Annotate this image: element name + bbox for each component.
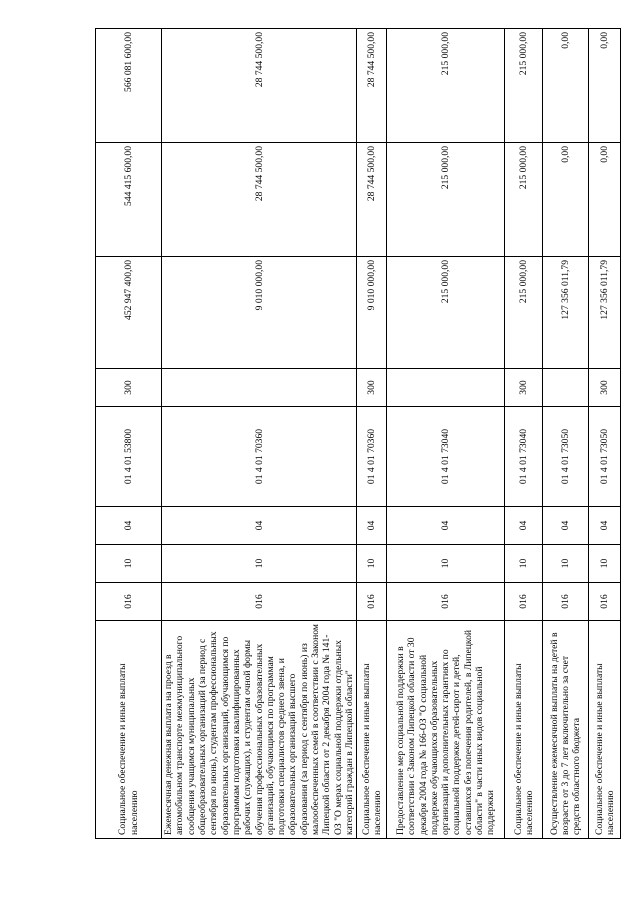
target-article-code: 01 4 01 70360: [357, 407, 387, 507]
amount-year-1: 127 356 011,79: [543, 257, 589, 369]
ministry-code: 016: [162, 583, 357, 621]
section-code: 10: [387, 545, 505, 583]
section-code: 10: [505, 545, 543, 583]
ministry-code: 016: [505, 583, 543, 621]
expense-type-code: [162, 369, 357, 407]
table-row: [162, 29, 357, 839]
target-article-code: 01 4 01 73050: [589, 407, 621, 507]
amount-year-1: 9 010 000,00: [162, 257, 357, 369]
target-article-code: 01 4 01 73040: [387, 407, 505, 507]
ministry-code: 016: [387, 583, 505, 621]
table-row: [589, 29, 621, 839]
table-row: [505, 29, 543, 839]
subsection-code: 04: [505, 507, 543, 545]
amount-year-2: 28 744 500,00: [357, 143, 387, 257]
target-article-code: 01 4 01 73050: [543, 407, 589, 507]
target-article-code: 01 4 01 73040: [505, 407, 543, 507]
subsection-code: 04: [543, 507, 589, 545]
amount-year-2: 544 415 600,00: [96, 143, 162, 257]
amount-year-3: 28 744 500,00: [357, 29, 387, 143]
table-row: [387, 29, 505, 839]
ministry-code: 016: [543, 583, 589, 621]
amount-year-3: 215 000,00: [505, 29, 543, 143]
expense-type-code: [543, 369, 589, 407]
section-code: 10: [96, 545, 162, 583]
expense-type-code: 300: [589, 369, 621, 407]
document-page: [95, 29, 616, 839]
amount-year-1: 127 356 011,79: [589, 257, 621, 369]
section-code: 10: [162, 545, 357, 583]
section-code: 10: [589, 545, 621, 583]
table-row: [96, 29, 162, 839]
expense-type-code: [387, 369, 505, 407]
row-name: Предоставление мер социальной поддержки в соответствии с Законом Липецкой области от 30 декабря 2004 года № 166-ОЗ "О социальной поддержке обучающихся образовательных организаций и дополнительных гарантиях по социальной поддержке детей-сирот и детей, оставшихся без попечения родителей, в Липецкой области" в части иных видов социальной поддержки: [387, 621, 505, 839]
subsection-code: 04: [357, 507, 387, 545]
row-name: Ежемесячная денежная выплата на проезд в автомобильном транспорте межмуниципального сообщения учащимся муниципальных общеобразовательных организаций (за период с сентября по июнь), студентам профессиональных образовательных организаций, обучающимся по программам подготовки квалифицированных рабочих (служащих), и студентам очной формы обучения профессиональных образовательных организаций, обучающимся по программам подготовки специалистов среднего звена, и образовательных организаций высшего образования (за период с сентября по июнь) из малообеспеченных семей в соответствии с Законом Липецкой области от 2 декабря 2004 года № 141-ОЗ "О мерах социальной поддержки отдельных категорий граждан в Липецкой области": [162, 621, 357, 839]
target-article-code: 01 4 01 53800: [96, 407, 162, 507]
amount-year-1: 215 000,00: [387, 257, 505, 369]
amount-year-3: 566 081 600,00: [96, 29, 162, 143]
expense-type-code: 300: [357, 369, 387, 407]
amount-year-2: 215 000,00: [505, 143, 543, 257]
subsection-code: 04: [96, 507, 162, 545]
amount-year-3: 28 744 500,00: [162, 29, 357, 143]
subsection-code: 04: [387, 507, 505, 545]
amount-year-1: 215 000,00: [505, 257, 543, 369]
amount-year-2: 28 744 500,00: [162, 143, 357, 257]
amount-year-2: 215 000,00: [387, 143, 505, 257]
subsection-code: 04: [589, 507, 621, 545]
subsection-code: 04: [162, 507, 357, 545]
amount-year-3: 0,00: [543, 29, 589, 143]
row-name: Социальное обеспечение и иные выплаты населению: [589, 621, 621, 839]
budget-table: [95, 28, 621, 839]
row-name: Социальное обеспечение и иные выплаты населению: [96, 621, 162, 839]
table-row: [357, 29, 387, 839]
ministry-code: 016: [589, 583, 621, 621]
table-row: [543, 29, 589, 839]
section-code: 10: [357, 545, 387, 583]
amount-year-2: 0,00: [543, 143, 589, 257]
expense-type-code: 300: [96, 369, 162, 407]
amount-year-1: 452 947 400,00: [96, 257, 162, 369]
expense-type-code: 300: [505, 369, 543, 407]
amount-year-2: 0,00: [589, 143, 621, 257]
ministry-code: 016: [357, 583, 387, 621]
amount-year-3: 215 000,00: [387, 29, 505, 143]
amount-year-1: 9 010 000,00: [357, 257, 387, 369]
rotated-page: [95, 29, 616, 839]
row-name: Осуществление ежемесячной выплаты на детей в возрасте от 3 до 7 лет включительно за счет средств областного бюджета: [543, 621, 589, 839]
row-name: Социальное обеспечение и иные выплаты населению: [505, 621, 543, 839]
row-name: Социальное обеспечение и иные выплаты населению: [357, 621, 387, 839]
ministry-code: 016: [96, 583, 162, 621]
section-code: 10: [543, 545, 589, 583]
target-article-code: 01 4 01 70360: [162, 407, 357, 507]
amount-year-3: 0,00: [589, 29, 621, 143]
